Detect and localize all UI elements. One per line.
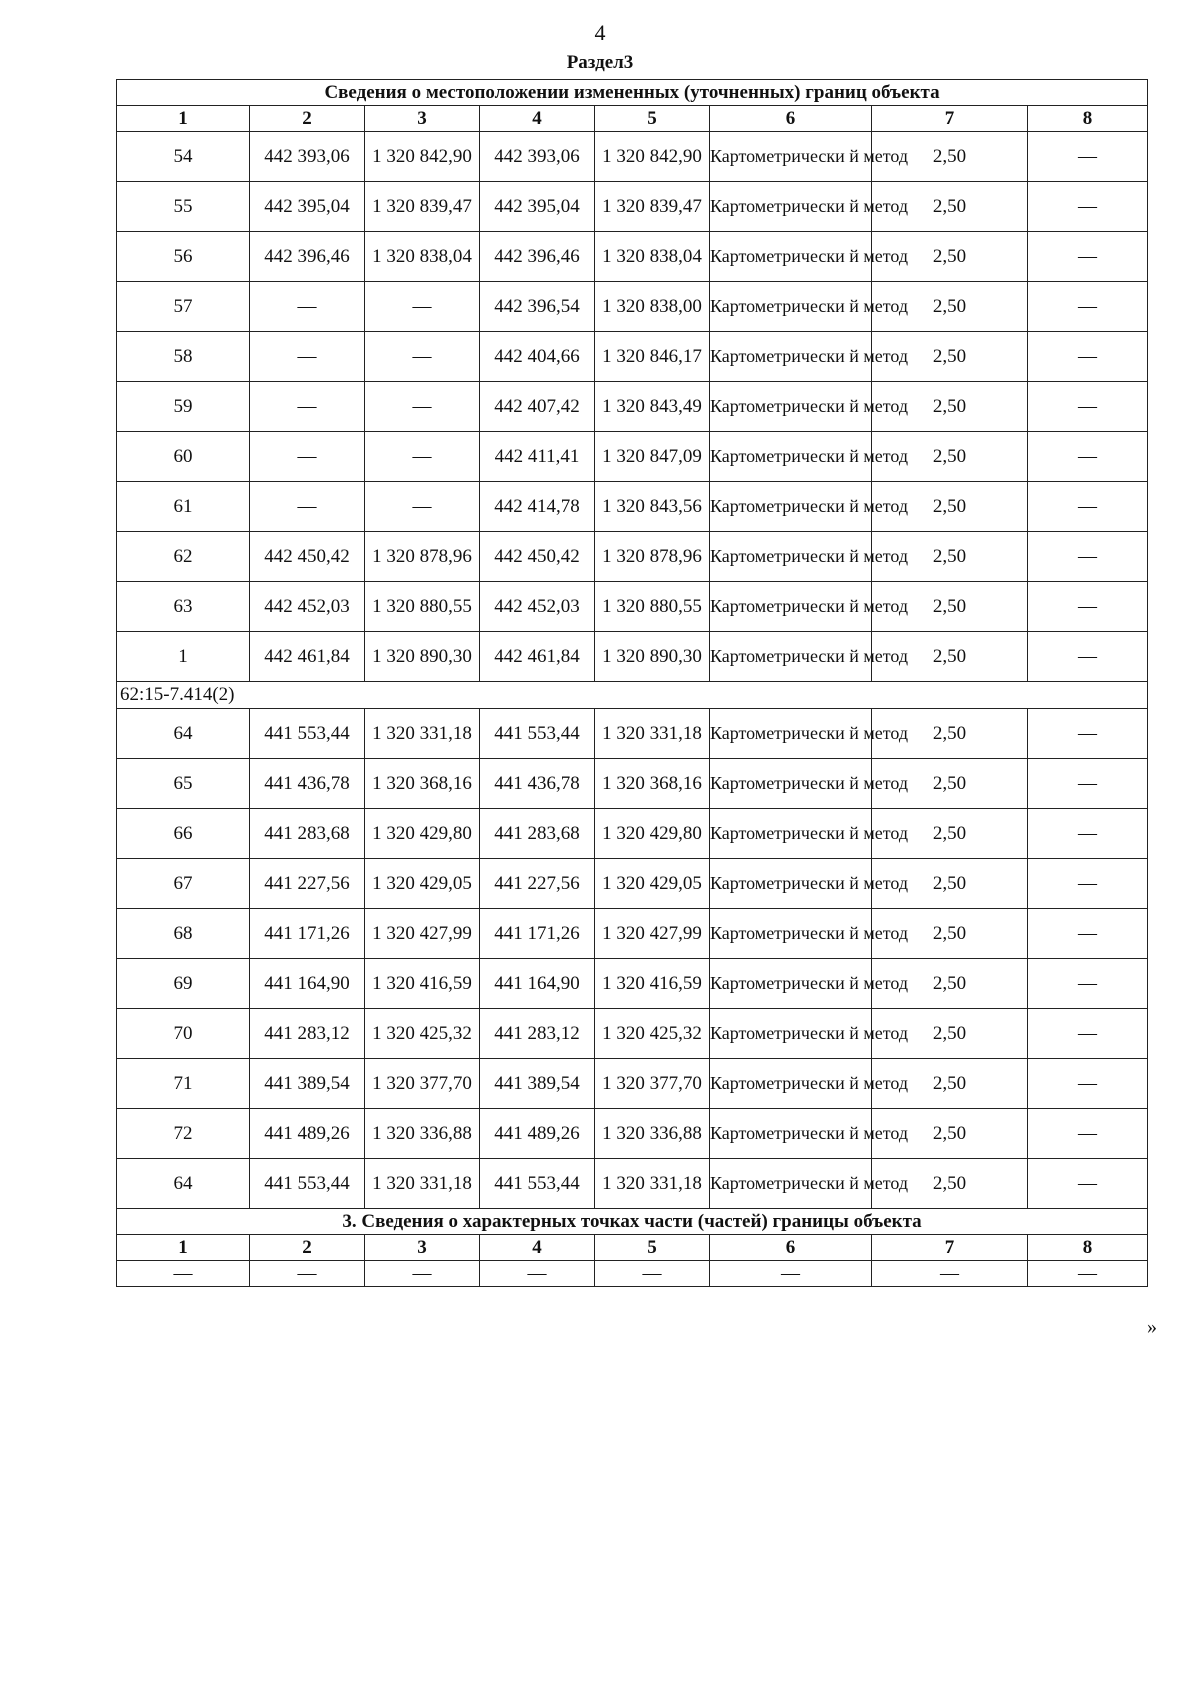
column-number-6: 6 <box>710 106 872 132</box>
column-number-6: 6 <box>710 1235 872 1261</box>
cell-col-4: 441 164,90 <box>480 959 595 1009</box>
cell-col-2: 441 436,78 <box>250 759 365 809</box>
cell-col-5: 1 320 429,05 <box>595 859 710 909</box>
cell-col-8: — <box>1028 582 1148 632</box>
cell-col-8: — <box>1028 332 1148 382</box>
cell-col-6: Картометрически й метод <box>710 432 872 482</box>
cell-col-7: 2,50 <box>872 959 1028 1009</box>
cell-col-2: 441 553,44 <box>250 1159 365 1209</box>
cell-col-2: — <box>250 282 365 332</box>
cell-col-6: Картометрически й метод <box>710 759 872 809</box>
cell-col-2: 442 461,84 <box>250 632 365 682</box>
cell-col-6: Картометрически й метод <box>710 582 872 632</box>
table-row <box>117 859 1148 909</box>
cell-col-1: 71 <box>117 1059 250 1109</box>
cell-col-6: Картометрически й метод <box>710 859 872 909</box>
cell-col-2: 441 227,56 <box>250 859 365 909</box>
table-title: Сведения о местоположении измененных (уточненных) границ объекта <box>117 80 1148 106</box>
cell-col-1: 62 <box>117 532 250 582</box>
cell-col-3: 1 320 416,59 <box>365 959 480 1009</box>
cell-col-2: 442 395,04 <box>250 182 365 232</box>
cell-col-4: 442 450,42 <box>480 532 595 582</box>
cell-col-2: 441 553,44 <box>250 709 365 759</box>
cell-col-1: 55 <box>117 182 250 232</box>
cell-col-1: 63 <box>117 582 250 632</box>
section3-column-number-row <box>117 1235 1148 1261</box>
cell-col-3: 1 320 427,99 <box>365 909 480 959</box>
cell-col-4: 442 414,78 <box>480 482 595 532</box>
cell-col-2: — <box>250 382 365 432</box>
section3-title-row <box>117 1209 1148 1235</box>
column-number-2: 2 <box>250 106 365 132</box>
cell-col-4: 442 411,41 <box>480 432 595 482</box>
cell-col-1: 69 <box>117 959 250 1009</box>
table-row <box>117 482 1148 532</box>
cell-col-1: 1 <box>117 632 250 682</box>
cell-col-2: — <box>250 482 365 532</box>
cell-col-7: 2,50 <box>872 482 1028 532</box>
cell-col-4: 442 404,66 <box>480 332 595 382</box>
table-row <box>117 132 1148 182</box>
cell-col-6: Картометрически й метод <box>710 332 872 382</box>
cell-col-6: Картометрически й метод <box>710 1009 872 1059</box>
cell-col-2: 442 393,06 <box>250 132 365 182</box>
cell-col-5: 1 320 427,99 <box>595 909 710 959</box>
column-number-8: 8 <box>1028 106 1148 132</box>
cell-col-5: 1 320 839,47 <box>595 182 710 232</box>
cell-col-2: — <box>250 332 365 382</box>
cell-col-3: 1 320 842,90 <box>365 132 480 182</box>
cell-col-7: — <box>872 1261 1028 1287</box>
table-row <box>117 282 1148 332</box>
cell-col-2: 441 283,68 <box>250 809 365 859</box>
cell-col-3: 1 320 331,18 <box>365 709 480 759</box>
cell-col-8: — <box>1028 182 1148 232</box>
subgroup-label: 62:15-7.414(2) <box>117 682 1148 709</box>
cell-col-7: 2,50 <box>872 182 1028 232</box>
subgroup-row <box>117 682 1148 709</box>
table-row <box>117 332 1148 382</box>
cell-col-6: Картометрически й метод <box>710 909 872 959</box>
cell-col-4: 441 553,44 <box>480 1159 595 1209</box>
cell-col-3: 1 320 336,88 <box>365 1109 480 1159</box>
cell-col-5: 1 320 880,55 <box>595 582 710 632</box>
cell-col-2: 442 396,46 <box>250 232 365 282</box>
column-number-4: 4 <box>480 1235 595 1261</box>
cell-col-6: Картометрически й метод <box>710 132 872 182</box>
cell-col-5: 1 320 331,18 <box>595 1159 710 1209</box>
cell-col-5: 1 320 847,09 <box>595 432 710 482</box>
cell-col-3: 1 320 890,30 <box>365 632 480 682</box>
cell-col-5: 1 320 416,59 <box>595 959 710 1009</box>
table-row <box>117 532 1148 582</box>
cell-col-4: 442 395,04 <box>480 182 595 232</box>
table-row <box>117 1109 1148 1159</box>
cell-col-5: 1 320 336,88 <box>595 1109 710 1159</box>
cell-col-4: 442 461,84 <box>480 632 595 682</box>
cell-col-4: — <box>480 1261 595 1287</box>
table-row <box>117 1009 1148 1059</box>
cell-col-7: 2,50 <box>872 382 1028 432</box>
cell-col-2: 441 389,54 <box>250 1059 365 1109</box>
cell-col-8: — <box>1028 809 1148 859</box>
cell-col-8: — <box>1028 1009 1148 1059</box>
cell-col-5: 1 320 425,32 <box>595 1009 710 1059</box>
cell-col-5: 1 320 890,30 <box>595 632 710 682</box>
cell-col-1: 64 <box>117 709 250 759</box>
cell-col-3: — <box>365 382 480 432</box>
cell-col-7: 2,50 <box>872 1009 1028 1059</box>
cell-col-4: 441 227,56 <box>480 859 595 909</box>
cell-col-8: — <box>1028 759 1148 809</box>
cell-col-6: Картометрически й метод <box>710 282 872 332</box>
cell-col-5: 1 320 429,80 <box>595 809 710 859</box>
cell-col-2: 441 171,26 <box>250 909 365 959</box>
cell-col-7: 2,50 <box>872 1109 1028 1159</box>
cell-col-2: 441 283,12 <box>250 1009 365 1059</box>
cell-col-4: 442 396,54 <box>480 282 595 332</box>
cell-col-3: 1 320 838,04 <box>365 232 480 282</box>
cell-col-3: — <box>365 332 480 382</box>
cell-col-6: Картометрически й метод <box>710 182 872 232</box>
cell-col-5: 1 320 838,00 <box>595 282 710 332</box>
column-number-3: 3 <box>365 106 480 132</box>
cell-col-8: — <box>1028 1109 1148 1159</box>
table-row <box>117 959 1148 1009</box>
cell-col-1: 64 <box>117 1159 250 1209</box>
table-row <box>117 582 1148 632</box>
table-row <box>117 432 1148 482</box>
cell-col-7: 2,50 <box>872 859 1028 909</box>
cell-col-1: 67 <box>117 859 250 909</box>
cell-col-7: 2,50 <box>872 332 1028 382</box>
cell-col-6: Картометрически й метод <box>710 709 872 759</box>
cell-col-5: 1 320 843,56 <box>595 482 710 532</box>
cell-col-6: Картометрически й метод <box>710 1109 872 1159</box>
column-number-5: 5 <box>595 106 710 132</box>
cell-col-1: 59 <box>117 382 250 432</box>
cell-col-2: 442 452,03 <box>250 582 365 632</box>
column-number-1: 1 <box>117 1235 250 1261</box>
cell-col-8: — <box>1028 482 1148 532</box>
cell-col-2: — <box>250 1261 365 1287</box>
cell-col-5: 1 320 842,90 <box>595 132 710 182</box>
cell-col-1: 66 <box>117 809 250 859</box>
cell-col-4: 441 389,54 <box>480 1059 595 1109</box>
table-row <box>117 182 1148 232</box>
closing-quote: » <box>1147 1316 1157 1338</box>
page-number: 4 <box>594 20 606 45</box>
cell-col-8: — <box>1028 709 1148 759</box>
table-row <box>117 1059 1148 1109</box>
cell-col-6: — <box>710 1261 872 1287</box>
cell-col-3: 1 320 878,96 <box>365 532 480 582</box>
cell-col-8: — <box>1028 959 1148 1009</box>
cell-col-6: Картометрически й метод <box>710 382 872 432</box>
column-number-3: 3 <box>365 1235 480 1261</box>
cell-col-8: — <box>1028 1059 1148 1109</box>
cell-col-6: Картометрически й метод <box>710 632 872 682</box>
cell-col-4: 442 407,42 <box>480 382 595 432</box>
cell-col-4: 441 436,78 <box>480 759 595 809</box>
cell-col-7: 2,50 <box>872 809 1028 859</box>
cell-col-3: 1 320 377,70 <box>365 1059 480 1109</box>
table-row <box>117 809 1148 859</box>
cell-col-7: 2,50 <box>872 132 1028 182</box>
column-number-row <box>117 106 1148 132</box>
section3-empty-row <box>117 1261 1148 1287</box>
cell-col-3: 1 320 880,55 <box>365 582 480 632</box>
cell-col-4: 441 553,44 <box>480 709 595 759</box>
cell-col-3: — <box>365 282 480 332</box>
cell-col-5: — <box>595 1261 710 1287</box>
cell-col-6: Картометрически й метод <box>710 1059 872 1109</box>
cell-col-7: 2,50 <box>872 1059 1028 1109</box>
column-number-7: 7 <box>872 106 1028 132</box>
cell-col-1: 58 <box>117 332 250 382</box>
cell-col-8: — <box>1028 859 1148 909</box>
cell-col-7: 2,50 <box>872 909 1028 959</box>
cell-col-5: 1 320 368,16 <box>595 759 710 809</box>
cell-col-6: Картометрически й метод <box>710 532 872 582</box>
cell-col-7: 2,50 <box>872 1159 1028 1209</box>
cell-col-7: 2,50 <box>872 759 1028 809</box>
cell-col-7: 2,50 <box>872 709 1028 759</box>
cell-col-3: 1 320 425,32 <box>365 1009 480 1059</box>
cell-col-4: 442 393,06 <box>480 132 595 182</box>
cell-col-3: 1 320 429,05 <box>365 859 480 909</box>
column-number-8: 8 <box>1028 1235 1148 1261</box>
cell-col-5: 1 320 846,17 <box>595 332 710 382</box>
cell-col-1: 72 <box>117 1109 250 1159</box>
table-row <box>117 709 1148 759</box>
cell-col-7: 2,50 <box>872 232 1028 282</box>
table-row <box>117 909 1148 959</box>
cell-col-6: Картометрически й метод <box>710 1159 872 1209</box>
cell-col-2: 441 489,26 <box>250 1109 365 1159</box>
cell-col-5: 1 320 843,49 <box>595 382 710 432</box>
cell-col-1: 68 <box>117 909 250 959</box>
cell-col-3: 1 320 331,18 <box>365 1159 480 1209</box>
cell-col-4: 442 396,46 <box>480 232 595 282</box>
cell-col-5: 1 320 838,04 <box>595 232 710 282</box>
cell-col-8: — <box>1028 532 1148 582</box>
cell-col-7: 2,50 <box>872 432 1028 482</box>
cell-col-8: — <box>1028 132 1148 182</box>
cell-col-3: — <box>365 482 480 532</box>
boundary-coordinates-table <box>116 79 1148 1287</box>
cell-col-7: 2,50 <box>872 282 1028 332</box>
cell-col-2: 442 450,42 <box>250 532 365 582</box>
cell-col-7: 2,50 <box>872 632 1028 682</box>
cell-col-3: — <box>365 1261 480 1287</box>
cell-col-7: 2,50 <box>872 582 1028 632</box>
cell-col-5: 1 320 331,18 <box>595 709 710 759</box>
column-number-2: 2 <box>250 1235 365 1261</box>
cell-col-8: — <box>1028 432 1148 482</box>
cell-col-8: — <box>1028 382 1148 432</box>
cell-col-3: 1 320 839,47 <box>365 182 480 232</box>
cell-col-6: Картометрически й метод <box>710 482 872 532</box>
cell-col-5: 1 320 377,70 <box>595 1059 710 1109</box>
table-row <box>117 1159 1148 1209</box>
cell-col-1: 70 <box>117 1009 250 1059</box>
cell-col-1: — <box>117 1261 250 1287</box>
cell-col-1: 56 <box>117 232 250 282</box>
cell-col-3: 1 320 429,80 <box>365 809 480 859</box>
column-number-4: 4 <box>480 106 595 132</box>
cell-col-7: 2,50 <box>872 532 1028 582</box>
cell-col-8: — <box>1028 282 1148 332</box>
cell-col-1: 57 <box>117 282 250 332</box>
cell-col-4: 441 283,68 <box>480 809 595 859</box>
cell-col-4: 441 171,26 <box>480 909 595 959</box>
cell-col-6: Картометрически й метод <box>710 232 872 282</box>
column-number-1: 1 <box>117 106 250 132</box>
section-title: Раздел3 <box>566 52 634 73</box>
cell-col-4: 442 452,03 <box>480 582 595 632</box>
cell-col-8: — <box>1028 232 1148 282</box>
cell-col-5: 1 320 878,96 <box>595 532 710 582</box>
cell-col-4: 441 283,12 <box>480 1009 595 1059</box>
column-number-7: 7 <box>872 1235 1028 1261</box>
cell-col-1: 54 <box>117 132 250 182</box>
table-row <box>117 382 1148 432</box>
cell-col-3: — <box>365 432 480 482</box>
table-title-row <box>117 80 1148 106</box>
cell-col-8: — <box>1028 1159 1148 1209</box>
cell-col-1: 60 <box>117 432 250 482</box>
table-row <box>117 232 1148 282</box>
cell-col-1: 61 <box>117 482 250 532</box>
cell-col-8: — <box>1028 632 1148 682</box>
cell-col-8: — <box>1028 909 1148 959</box>
cell-col-8: — <box>1028 1261 1148 1287</box>
table-row <box>117 632 1148 682</box>
cell-col-6: Картометрически й метод <box>710 809 872 859</box>
table-row <box>117 759 1148 809</box>
cell-col-2: 441 164,90 <box>250 959 365 1009</box>
cell-col-3: 1 320 368,16 <box>365 759 480 809</box>
cell-col-4: 441 489,26 <box>480 1109 595 1159</box>
section3-title: 3. Сведения о характерных точках части (частей) границы объекта <box>117 1209 1148 1235</box>
cell-col-2: — <box>250 432 365 482</box>
column-number-5: 5 <box>595 1235 710 1261</box>
cell-col-1: 65 <box>117 759 250 809</box>
cell-col-6: Картометрически й метод <box>710 959 872 1009</box>
